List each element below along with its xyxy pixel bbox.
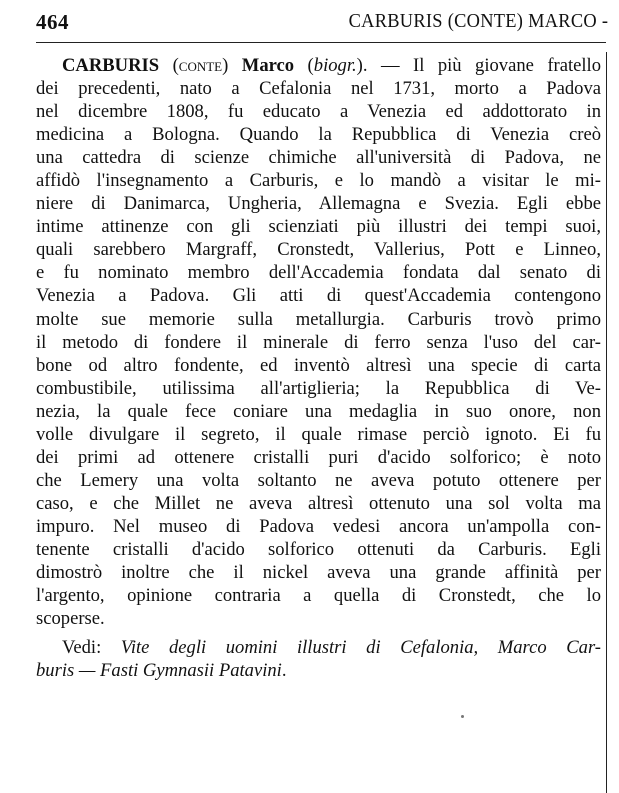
running-head [36,10,608,38]
references-line-1 [36,636,601,659]
references-title-1: Vite degli uomini illustri di Cefalonia, Marco Car- [120,637,601,659]
header-rule [36,42,606,43]
entry-line: il metodo di fondere il minerale di ferro senza l'uso del car- [36,331,601,353]
entry-line: e fu nominato membro dell'Accademia fondata dal senato di [36,262,601,284]
entry-line: bone od altro fondente, ed inventò altresì una specie di carta [36,354,601,376]
entry-line: volle divulgare il segreto, il quale rimase perciò ignoto. Ei fu [36,423,601,445]
entry-line: l'argento, opinione contraria a quella di Cronstedt, che lo [36,585,601,607]
entry-line: dei primi ad ottenere cristalli puri d'acido solforico; è noto [36,446,601,468]
entry-label: biogr. [313,55,357,76]
entry-line: dimostrò inoltre che il nickel aveva una grande affinità per [36,562,601,584]
entry-line: caso, e che Millet ne aveva altresì ottenuto una sol volta ma [36,492,601,514]
entry-headword: CARBURIS [62,55,160,76]
entry-line: tenente cristalli d'acido solforico ottenuti da Carburis. Egli [36,538,601,560]
page-number: 464 [36,10,69,34]
entry-line: quali sarebbero Margraff, Cronstedt, Vallerius, Pott e Linneo, [36,239,601,261]
entry-line: intime attinenze con gli scienziati più illustri dei tempi suoi, [36,216,601,238]
entry-text-column [36,54,601,789]
entry-line: . — Il più giovane fratello [362,55,602,76]
entry-line: niere di Danimarca, Ungheria, Allemagna e Svezia. Egli ebbe [36,193,601,215]
entry-forename: Marco [241,55,295,76]
references-title-2: buris — Fasti Gymnasii Patavini [36,660,282,682]
references-lead: Vedi: [62,637,121,659]
entry-line: nezia, la quale fece coniare una medaglia in suo onore, non [36,400,601,422]
column-rule [606,52,607,793]
entry-title: conte [178,55,223,76]
entry-line: dei precedenti, nato a Cefalonia nel 1731, morto a Padova [36,78,601,100]
entry-line: Venezia a Padova. Gli atti di quest'Accademia contengono [36,285,601,307]
entry-line: medicina a Bologna. Quando la Repubblica di Venezia creò [36,124,601,146]
entry-line: che Lemery una volta soltanto ne aveva potuto ottenere per [36,469,601,491]
running-title: CARBURIS (CONTE) MARCO - [348,10,608,32]
entry-line: una cattedra di scienze chimiche all'università di Padova, ne [36,147,601,169]
entry-line: nel dicembre 1808, fu educato a Venezia ed addottorato in [36,101,601,123]
entry-line: molte sue memorie sulla metallurgia. Carburis trovò primo [36,308,601,330]
entry-line: combustibile, utilissima all'artiglieria; la Repubblica di Ve- [36,377,601,399]
entry-line-last: scoperse. [36,608,105,630]
entry-line: impuro. Nel museo di Padova vedesi ancora un'ampolla con- [36,515,601,537]
print-speck [461,715,464,718]
entry-first-line: CARBURIS (conte) Marco (biogr.). — Il più giovane fratello [62,55,602,76]
entry-line: affidò l'insegnamento a Carburis, e lo mandò a visitar le mi- [36,170,601,192]
references-line-2: buris — Fasti Gymnasii Patavini. [36,660,287,682]
